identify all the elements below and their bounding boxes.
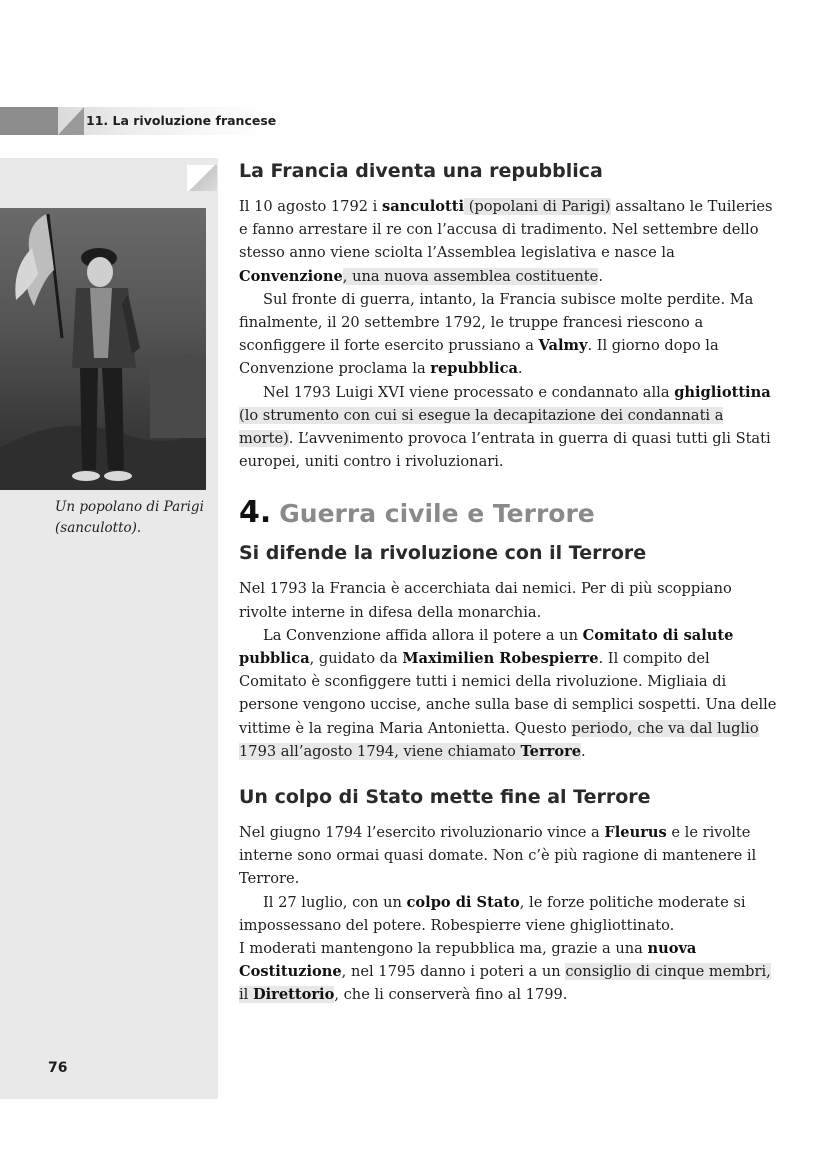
heading-difende-rivoluzione: Si difende la rivoluzione con il Terrore <box>239 542 647 565</box>
image-caption: Un popolano di Parigi (sanculotto). <box>55 499 204 536</box>
text: I moderati mantengono la repubblica ma, grazie a una <box>239 940 648 958</box>
section-heading-4 <box>239 495 779 530</box>
paragraph <box>239 937 779 1007</box>
highlight: , una nuova assemblea costituente <box>342 267 599 285</box>
header-bar <box>0 107 58 135</box>
keyword-robespierre: Maximilien Robespierre <box>402 650 599 668</box>
keyword-fleurus: Fleurus <box>604 824 667 842</box>
text: La Convenzione affida allora il potere a un <box>263 626 583 644</box>
text: , che li conserverà fino al 1799. <box>334 986 568 1004</box>
text: . Il compito del Comitato è sconfiggere tutti i nemici della rivoluzione. Migliaia di persone vengono uccise, anche sulla base di semplici sospetti. Una delle vittime è la regina Maria Antonietta. Questo <box>239 650 777 737</box>
running-header <box>86 113 276 128</box>
text: , nel 1795 danno i poteri a un <box>341 963 566 981</box>
text: . <box>581 742 586 760</box>
keyword-colpo-di-stato: colpo di Stato <box>406 893 520 911</box>
paragraph <box>239 195 779 288</box>
highlight: (popolani di Parigi) <box>464 198 611 215</box>
highlight: (lo strumento con cui si esegue la decapitazione dei condannati a morte) <box>239 406 724 448</box>
chapter-title: La rivoluzione francese <box>112 113 277 128</box>
heading-colpo-di-stato: Un colpo di Stato mette fine al Terrore <box>239 786 651 809</box>
paragraph <box>239 288 779 381</box>
text: assaltano le Tuileries e fanno arrestare il re con l’accusa di tradimento. Nel settembre dello stesso anno viene sciolta l’Assemblea legislativa e nasce la <box>239 198 773 262</box>
paragraph <box>239 624 779 763</box>
keyword-nuova-costituzione: nuova Costituzione <box>239 940 697 981</box>
text: Sul fronte di guerra, intanto, la Francia subisce molte perdite. Ma finalmente, il 20 settembre 1792, le truppe francesi riescono a sconfiggere il forte esercito prussiano a <box>239 290 754 355</box>
text: . Il giorno dopo la Convenzione proclama la <box>239 337 719 378</box>
section-title: Guerra civile e Terrore <box>279 499 595 529</box>
paragraph <box>239 891 779 937</box>
text: . <box>598 267 603 285</box>
chapter-number: 11. <box>86 113 109 128</box>
sanculotto-portrait-image <box>0 208 206 490</box>
text: Il 27 luglio, con un <box>263 893 407 911</box>
header-triangle <box>58 107 84 135</box>
text: e le rivolte interne sono ormai quasi domate. Non c’è più ragione di mantenere il Terrore. <box>239 824 757 888</box>
keyword-repubblica: repubblica <box>430 360 518 378</box>
portrait-illustration <box>0 208 206 490</box>
highlight: periodo, che va dal luglio 1793 all’agosto 1794, viene chiamato <box>239 719 759 760</box>
section-number: 4. <box>239 495 272 531</box>
text: Nel 1793 Luigi XVI viene processato e condannato alla <box>263 383 675 401</box>
heading-francia-repubblica: La Francia diventa una repubblica <box>239 160 603 182</box>
main-content <box>239 158 779 1007</box>
paragraph: Nel 1793 la Francia è accerchiata dai nemici. Per di più scoppiano rivolte interne in difesa della monarchia. <box>239 580 732 621</box>
text: . L’avvenimento provoca l’entrata in guerra di quasi tutti gli Stati europei, uniti contro i rivoluzionari. <box>239 430 771 471</box>
paragraph <box>239 821 779 891</box>
keyword-comitato: Comitato di salute pubblica <box>239 626 734 668</box>
text: , guidato da <box>309 650 403 668</box>
text: . <box>517 360 523 378</box>
keyword-terrore: Terrore <box>520 742 582 760</box>
keyword-sanculotti: sanculotti <box>381 198 465 215</box>
page-number: 76 <box>48 1060 68 1076</box>
page-corner-fold <box>187 165 217 191</box>
keyword-ghigliottina: ghigliottina <box>674 383 771 401</box>
text: , le forze politiche moderate si impossessano del potere. Robespierre viene ghigliottinato. <box>239 893 746 934</box>
keyword-direttorio: Direttorio <box>252 986 335 1004</box>
keyword-valmy: Valmy <box>538 337 588 355</box>
text: Il 10 agosto 1792 i <box>239 198 382 215</box>
text: Nel giugno 1794 l’esercito rivoluzionario vince a <box>239 824 605 842</box>
keyword-convenzione: Convenzione <box>239 267 343 285</box>
paragraph <box>239 381 779 474</box>
highlight: consiglio di cinque membri, il <box>239 963 771 1004</box>
